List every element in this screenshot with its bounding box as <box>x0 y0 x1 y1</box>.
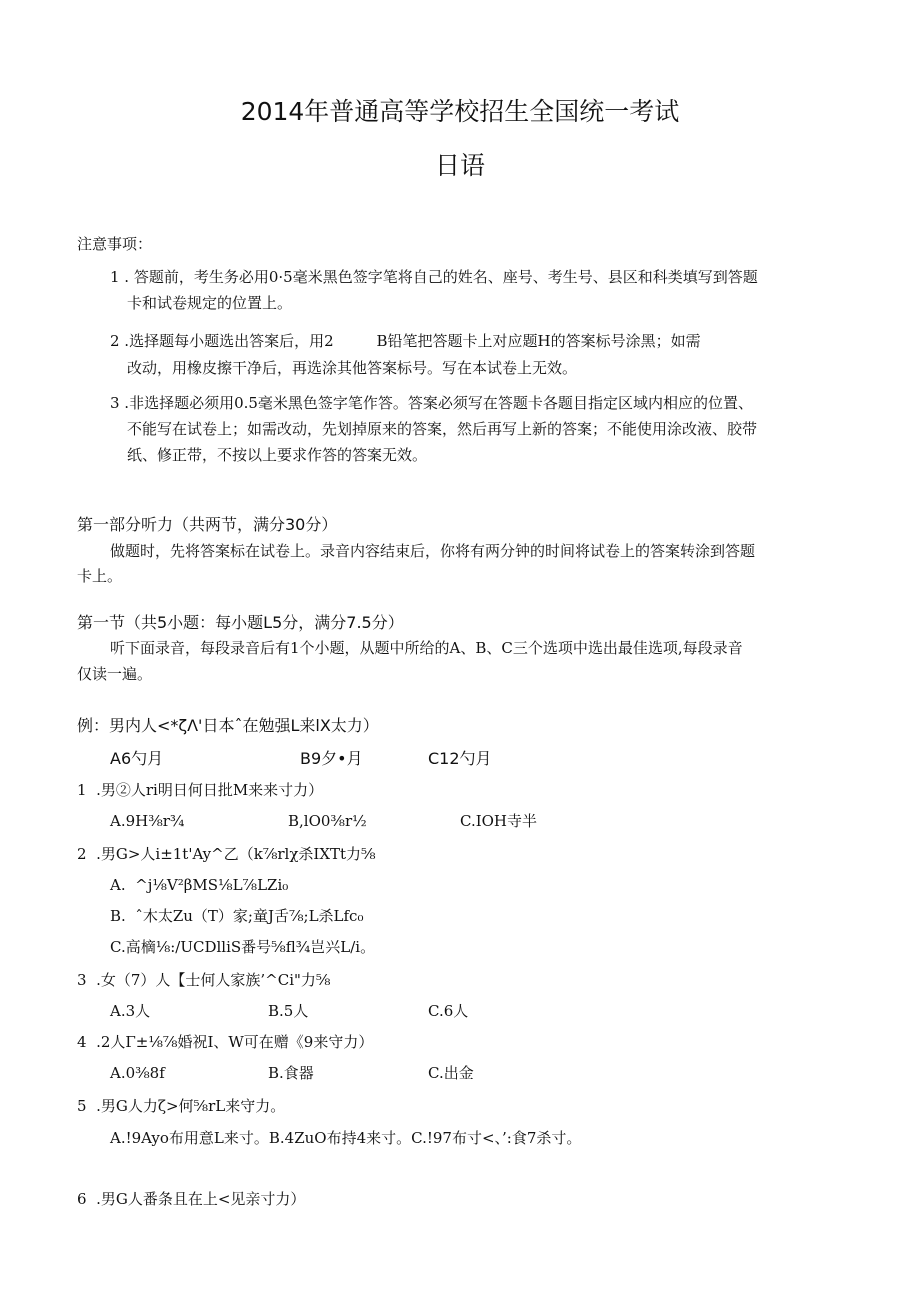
section1-heading: 第一节（共5小题：每小题L5分，满分7.5分） <box>77 613 404 632</box>
part1-heading: 第一部分听力（共两节，满分30分） <box>77 515 338 534</box>
question-4-option-b: B.食器 <box>268 1064 314 1082</box>
question-5-options: A.!9Ayo布用意L来寸。B.4ZuO布持4来寸。C.!97布寸<、’:食7杀寸。 <box>110 1129 582 1147</box>
question-4-option-a: A.0⅜8f <box>110 1064 165 1082</box>
notice-item-3-line3: 纸、修正带，不按以上要求作答的答案无效。 <box>127 446 428 464</box>
question-2-option-a: A. ^j⅛V²βMS⅛L⅞LZi₀ <box>110 876 289 894</box>
notice-item-1-line2: 卡和试卷规定的位置上。 <box>127 294 293 312</box>
question-1-option-a: A.9H⅜r¾ <box>110 812 185 830</box>
notice-heading: 注意事项： <box>77 235 153 253</box>
notice-item-3-line1: 3 .非选择题必须用0.5毫米黑色签字笔作答。答案必须写在答题卡各题目指定区域内相应的位置、 <box>110 394 753 412</box>
example-option-c: C12勺月 <box>428 749 492 768</box>
question-2-option-c: C.高樀⅛:/UCDlliS番号⅝fl¾岂兴L/i。 <box>110 938 376 956</box>
question-4-stem: 4 .2人Γ±⅛⅞婚祝I、W可在赠《9来守力） <box>77 1033 374 1051</box>
question-3-option-c: C.6人 <box>428 1002 469 1020</box>
notice-item-2-line2: 改动，用橡皮擦干净后，再选涂其他答案标号。写在本试卷上无效。 <box>127 359 578 377</box>
part1-instruction-line2: 卡上。 <box>77 567 123 585</box>
part1-instruction-line1: 做题时，先将答案标在试卷上。录音内容结束后，你将有两分钟的时间将试卷上的答案转涂到答题 <box>110 542 756 560</box>
question-1-option-b: B,lO0⅜r½ <box>288 812 367 830</box>
question-1-stem: 1 .男②人ri明日何日批M来来寸力） <box>77 781 324 799</box>
question-4-option-c: C.出金 <box>428 1064 474 1082</box>
section1-instruction-line1: 听下面录音，每段录音后有1个小题，从题中所给的A、B、C三个选项中选出最佳选项,每段录音 <box>110 639 743 657</box>
section1-instruction-line2: 仅读一遍。 <box>77 665 153 683</box>
question-1-option-c: C.IOH寺半 <box>460 812 538 830</box>
example-option-b: B9夕•月 <box>300 749 363 768</box>
question-5-stem: 5 .男G人力ζ>何⅝rL来守力。 <box>77 1097 286 1115</box>
question-3-option-b: B.5人 <box>268 1002 309 1020</box>
notice-item-2-line1: 2 .选择题每小题选出答案后，用2 B铅笔把答题卡上对应题H的答案标号涂黑；如需 <box>110 332 701 350</box>
question-3-stem: 3 .女（7）人【士何人家族’^Ci"力⅝ <box>77 971 331 989</box>
notice-item-1-line1: 1 . 答题前，考生务必用0·5毫米黑色签字笔将自己的姓名、座号、考生号、县区和科类填写到答题 <box>110 268 758 286</box>
question-3-option-a: A.3人 <box>110 1002 151 1020</box>
question-6-stem: 6 .男G人番条且在上<见亲寸力） <box>77 1190 306 1208</box>
example-option-a: A6勺月 <box>110 749 164 768</box>
notice-item-3-line2: 不能写在试卷上；如需改动，先划掉原来的答案，然后再写上新的答案；不能使用涂改液、胶带 <box>127 420 758 438</box>
exam-title: 2014年普通高等学校招生全国统一考试 <box>240 97 680 126</box>
question-2-option-b: B. ˆ木太Zu（T）家;童J舌⅞;L杀Lfc₀ <box>110 907 364 925</box>
exam-subject: 日语 <box>434 151 485 180</box>
example-stem: 例：男内人<*ζΛ'日本ˆ在勉强L来lX太力） <box>77 716 379 735</box>
question-2-stem: 2 .男G>人i±1t'Ay^乙（k⅞rlχ杀IXTt力⅝ <box>77 845 376 863</box>
